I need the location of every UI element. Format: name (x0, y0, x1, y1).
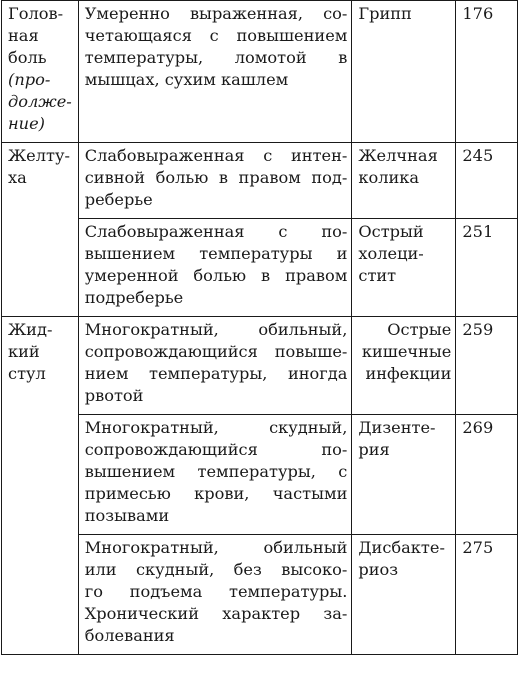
description-text: Многократный, обильный, (84, 320, 348, 339)
page-number: 176 (462, 4, 494, 23)
diagnosis-text: холеци- (358, 244, 424, 263)
symptom-text: ха (8, 168, 27, 187)
description-cell (78, 1, 352, 143)
symptom-text: долже- (8, 92, 72, 111)
description-text: го подъема температуры. (84, 582, 348, 601)
document-page (1, 0, 518, 655)
table-row (2, 535, 518, 655)
page-number-cell (456, 219, 518, 317)
description-text: примесью крови, частыми (84, 484, 348, 503)
description-text: позывами (84, 506, 170, 525)
diagnosis-text: инфекции (365, 364, 452, 383)
diagnosis-text: Дизенте- (358, 418, 436, 437)
description-text: температуры, ломотой в (84, 48, 348, 67)
diagnosis-cell (352, 415, 456, 535)
page-number: 269 (462, 418, 494, 437)
description-cell (78, 415, 352, 535)
description-text: нием температуры, иногда (84, 364, 348, 383)
description-text: Умеренно выраженная, со- (84, 4, 348, 23)
description-text: реберье (84, 190, 153, 209)
description-text: или скудный, без высоко- (84, 560, 348, 579)
table-row (2, 219, 518, 317)
description-text: рвотой (84, 386, 144, 405)
description-text: Слабовыраженная с интен- (84, 146, 348, 165)
symptom-text: боль (8, 48, 47, 67)
description-text: сивной болью в правом под- (84, 168, 348, 187)
symptom-cell (2, 143, 79, 317)
table-row (2, 317, 518, 415)
symptom-text: Желту- (8, 146, 70, 165)
symptom-text: (про- (8, 70, 51, 89)
symptom-text: стул (8, 364, 46, 383)
page-number: 245 (462, 146, 494, 165)
description-text: умеренной болью в правом (84, 266, 348, 285)
page-number-cell (456, 143, 518, 219)
description-text: Хронический характер за- (84, 604, 348, 623)
description-text: Многократный, скудный, (84, 418, 348, 437)
table-row (2, 415, 518, 535)
description-text: вышением температуры и (84, 244, 348, 263)
diagnosis-text: Острые (387, 320, 452, 339)
page-number: 275 (462, 538, 494, 557)
description-text: болевания (84, 626, 175, 645)
symptom-table (1, 0, 518, 655)
page-number-cell (456, 415, 518, 535)
description-text: Слабовыраженная с по- (84, 222, 348, 241)
description-cell (78, 219, 352, 317)
page-number: 251 (462, 222, 494, 241)
page-number: 259 (462, 320, 494, 339)
diagnosis-text: стит (358, 266, 397, 285)
description-text: сопровождающийся повыше- (84, 342, 348, 361)
page-number-cell (456, 1, 518, 143)
symptom-text: Жид- (8, 320, 53, 339)
description-cell (78, 143, 352, 219)
table-row (2, 143, 518, 219)
page-number-cell (456, 317, 518, 415)
symptom-cell (2, 1, 79, 143)
diagnosis-text: рия (358, 440, 390, 459)
symptom-cell (2, 317, 79, 655)
page-number-cell (456, 535, 518, 655)
diagnosis-text: риоз (358, 560, 399, 579)
diagnosis-text: кишечные (361, 342, 452, 361)
description-cell (78, 317, 352, 415)
symptom-text: ная (8, 26, 39, 45)
symptom-text: кий (8, 342, 40, 361)
diagnosis-text: Желчная (358, 146, 438, 165)
description-cell (78, 535, 352, 655)
diagnosis-cell (352, 219, 456, 317)
diagnosis-cell (352, 535, 456, 655)
description-text: Многократный, обильный (84, 538, 348, 557)
table-row (2, 1, 518, 143)
diagnosis-text: Грипп (358, 4, 412, 23)
description-text: мышцах, сухим кашлем (84, 70, 289, 89)
diagnosis-text: колика (358, 168, 420, 187)
description-text: четающаяся с повышением (84, 26, 348, 45)
description-text: сопровождающийся по- (84, 440, 348, 459)
description-text: вышением температуры, с (84, 462, 348, 481)
diagnosis-cell (352, 1, 456, 143)
symptom-text: Голов- (8, 4, 64, 23)
diagnosis-cell (352, 143, 456, 219)
diagnosis-cell (352, 317, 456, 415)
diagnosis-text: Острый (358, 222, 424, 241)
diagnosis-text: Дисбакте- (358, 538, 445, 557)
description-text: подреберье (84, 288, 184, 307)
symptom-text: ние) (8, 114, 45, 133)
